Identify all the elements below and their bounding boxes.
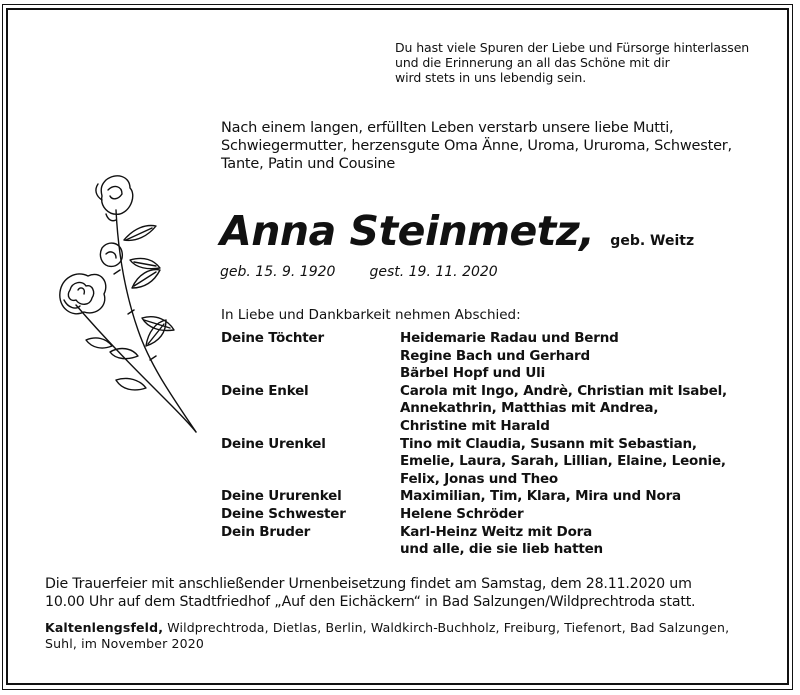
intro-line: Schwiegermutter, herzensgute Oma Änne, Uroma, Ururoma, Schwester, [221,138,732,154]
mourner-name: Tino mit Claudia, Susann mit Sebastian, [400,435,697,452]
mourner-name: Carola mit Ingo, Andrè, Christian mit Isabel, [400,382,727,399]
mourner-name: Bärbel Hopf und Uli [400,365,546,382]
mourners-list [221,330,781,559]
motto-line: und die Erinnerung an all das Schöne mit dir [395,55,670,70]
mourner-name: Emelie, Laura, Sarah, Lillian, Elaine, Leonie, [400,453,726,470]
relation-label: Deine Ururenkel [221,488,342,505]
intro-text [221,119,781,173]
mourner-name: Karl-Heinz Weitz mit Dora [400,523,593,540]
life-dates [220,264,498,280]
mourner-name: Christine mit Harald [400,417,550,434]
mourner-group [221,330,781,383]
birth-date: geb. 15. 9. 1920 [220,264,336,280]
mourner-name: Annekathrin, Matthias mit Andrea, [400,400,659,417]
rose-drawing-icon [46,170,216,440]
place-first: Kaltenlengsfeld, [45,620,164,635]
mourner-group [221,506,781,524]
ceremony-line: 10.00 Uhr auf dem Stadtfriedhof „Auf den Eichäckern“ in Bad Salzungen/Wildprechtroda statt. [45,594,696,610]
relation-label: Dein Bruder [221,523,311,540]
mourner-name: Heidemarie Radau und Bernd [400,330,619,346]
motto-line: Du hast viele Spuren der Liebe und Fürsorge hinterlassen [395,40,750,55]
mourner-name: Helene Schröder [400,505,524,522]
deceased-name: Anna Steinmetz, [220,207,595,255]
mourner-group [221,488,781,506]
places-line2: Suhl, im November 2020 [45,636,204,651]
relation-label: Deine Enkel [221,382,309,399]
death-date: gest. 19. 11. 2020 [369,264,498,280]
relation-label: Deine Töchter [221,330,324,346]
relation-label: Deine Schwester [221,505,346,522]
maiden-name: geb. Weitz [610,233,695,249]
mourner-name: Felix, Jonas und Theo [400,470,559,487]
mourner-name: Maximilian, Tim, Klara, Mira und Nora [400,488,681,505]
mourner-group [221,383,781,436]
deceased-name-row [220,203,694,259]
mourner-name: und alle, die sie lieb hatten [400,541,603,558]
places-rest: Wildprechtroda, Dietlas, Berlin, Waldkirch-Buchholz, Freiburg, Tiefenort, Bad Salzungen, [163,620,730,635]
relation-label: Deine Urenkel [221,435,326,452]
motto-verse [395,40,775,85]
mourner-name: Regine Bach und Gerhard [400,347,590,364]
mourner-group [221,524,781,559]
ceremony-line: Die Trauerfeier mit anschließender Urnenbeisetzung findet am Samstag, dem 28.11.2020 um [45,576,692,592]
intro-line: Tante, Patin und Cousine [221,156,396,172]
farewell-intro: In Liebe und Dankbarkeit nehmen Abschied: [221,307,521,323]
intro-line: Nach einem langen, erfüllten Leben verstarb unsere liebe Mutti, [221,120,674,136]
motto-line: wird stets in uns lebendig sein. [395,70,587,85]
places-signature [45,620,755,652]
ceremony-info [45,575,775,611]
mourner-group [221,436,781,489]
